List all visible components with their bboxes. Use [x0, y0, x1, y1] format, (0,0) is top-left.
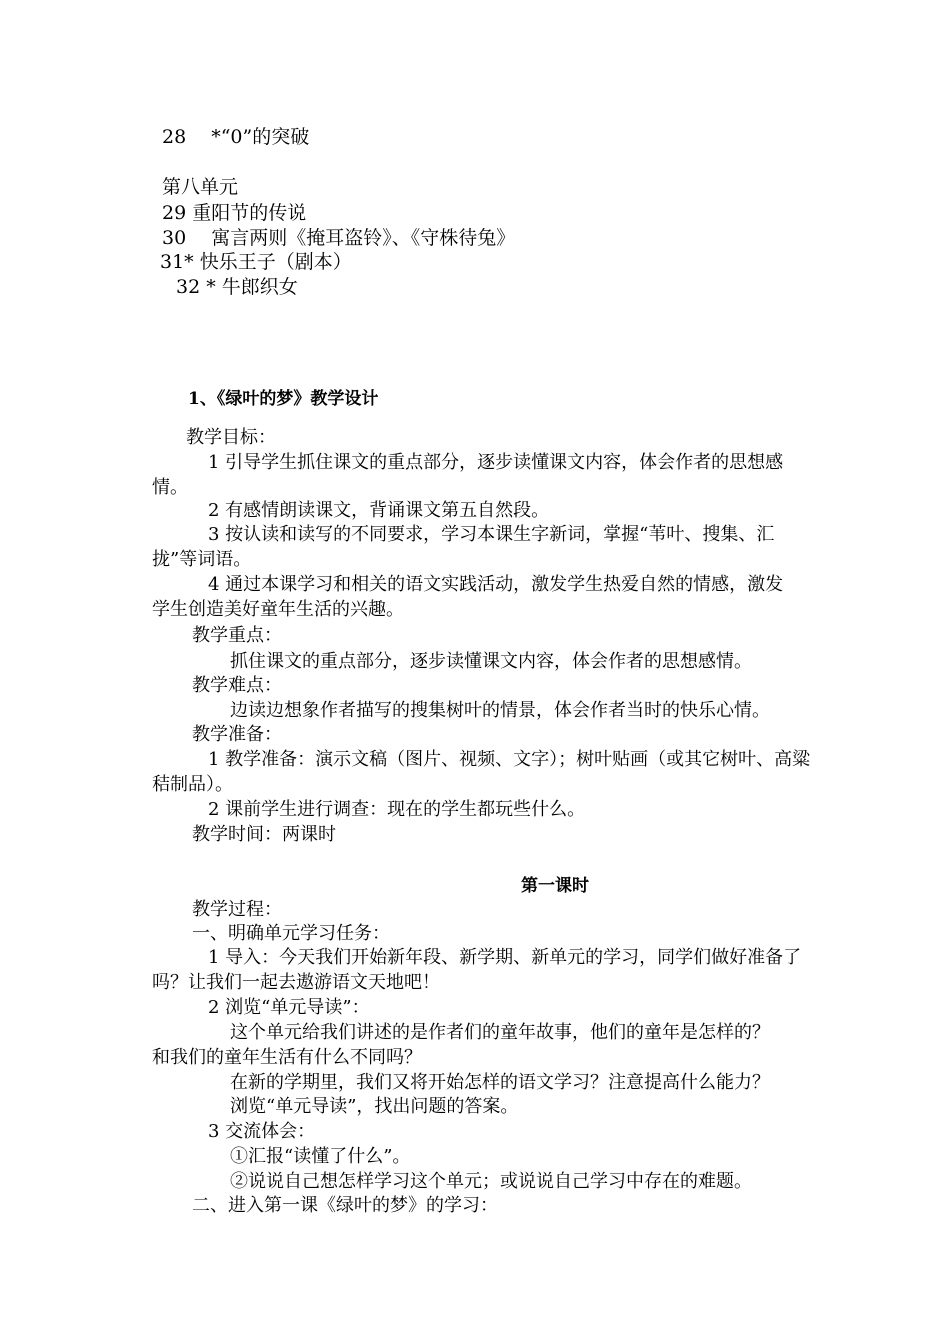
goal-1-line-2: 情。 — [152, 477, 188, 498]
step-1-1-line-1: 1 导入：今天我们开始新年段、新学期、新单元的学习，同学们做好准备了 — [208, 947, 802, 968]
toc-item-29: 29 重阳节的传说 — [162, 202, 307, 224]
prep-1-line-2: 秸制品）。 — [152, 774, 233, 795]
step-1-heading: 一、明确单元学习任务： — [192, 923, 390, 944]
toc-item-28: 28 *“0”的突破 — [162, 126, 310, 148]
difficulty-label: 教学难点： — [192, 675, 282, 696]
step-1-2-line-1: 这个单元给我们讲述的是作者们的童年故事，他们的童年是怎样的？ — [230, 1022, 770, 1043]
step-1-3-line-1: ①汇报“读懂了什么”。 — [230, 1146, 411, 1167]
step-1-3-line-2: ②说说自己想怎样学习这个单元；或说说自己学习中存在的难题。 — [230, 1171, 752, 1192]
goal-4-line-2: 学生创造美好童年生活的兴趣。 — [152, 599, 404, 620]
goal-2: 2 有感情朗读课文，背诵课文第五自然段。 — [208, 500, 550, 521]
teaching-time: 教学时间：两课时 — [192, 824, 336, 845]
step-1-2-line-4: 浏览“单元导读”，找出问题的答案。 — [230, 1096, 519, 1117]
period-1-heading: 第一课时 — [521, 876, 589, 896]
step-2-heading: 二、进入第一课《绿叶的梦》的学习： — [192, 1195, 498, 1216]
lesson-title: 1、《绿叶的梦》教学设计 — [188, 389, 379, 409]
prep-label: 教学准备： — [192, 724, 282, 745]
goal-4-line-1: 4 通过本课学习和相关的语文实践活动，激发学生热爱自然的情感，激发 — [208, 574, 784, 595]
goal-3-line-2: 拢”等词语。 — [152, 549, 252, 570]
toc-unit-8: 第八单元 — [162, 176, 239, 198]
toc-item-32: 32 * 牛郎织女 — [176, 276, 298, 298]
step-1-2-line-3: 在新的学期里，我们又将开始怎样的语文学习？注意提高什么能力？ — [230, 1072, 770, 1093]
key-points-label: 教学重点： — [192, 625, 282, 646]
key-points-text: 抓住课文的重点部分，逐步读懂课文内容，体会作者的思想感情。 — [230, 651, 752, 672]
difficulty-text: 边读边想象作者描写的搜集树叶的情景，体会作者当时的快乐心情。 — [230, 700, 770, 721]
toc-item-30: 30 寓言两则《掩耳盗铃》、《守株待兔》 — [162, 227, 516, 249]
step-1-3-heading: 3 交流体会： — [208, 1121, 316, 1142]
prep-1-line-1: 1 教学准备：演示文稿（图片、视频、文字）；树叶贴画（或其它树叶、高粱 — [208, 749, 811, 770]
process-label: 教学过程： — [192, 899, 282, 920]
goals-label: 教学目标： — [186, 427, 276, 448]
step-1-1-line-2: 吗？让我们一起去遨游语文天地吧！ — [152, 972, 440, 993]
toc-item-31: 31* 快乐王子（剧本） — [160, 251, 352, 273]
step-1-2-line-2: 和我们的童年生活有什么不同吗？ — [152, 1047, 422, 1068]
prep-2: 2 课前学生进行调查：现在的学生都玩些什么。 — [208, 799, 586, 820]
goal-1-line-1: 1 引导学生抓住课文的重点部分，逐步读懂课文内容，体会作者的思想感 — [208, 452, 784, 473]
step-1-2-heading: 2 浏览“单元导读”： — [208, 997, 370, 1018]
goal-3-line-1: 3 按认读和读写的不同要求，学习本课生字新词，掌握“苇叶、搜集、汇 — [208, 524, 775, 545]
